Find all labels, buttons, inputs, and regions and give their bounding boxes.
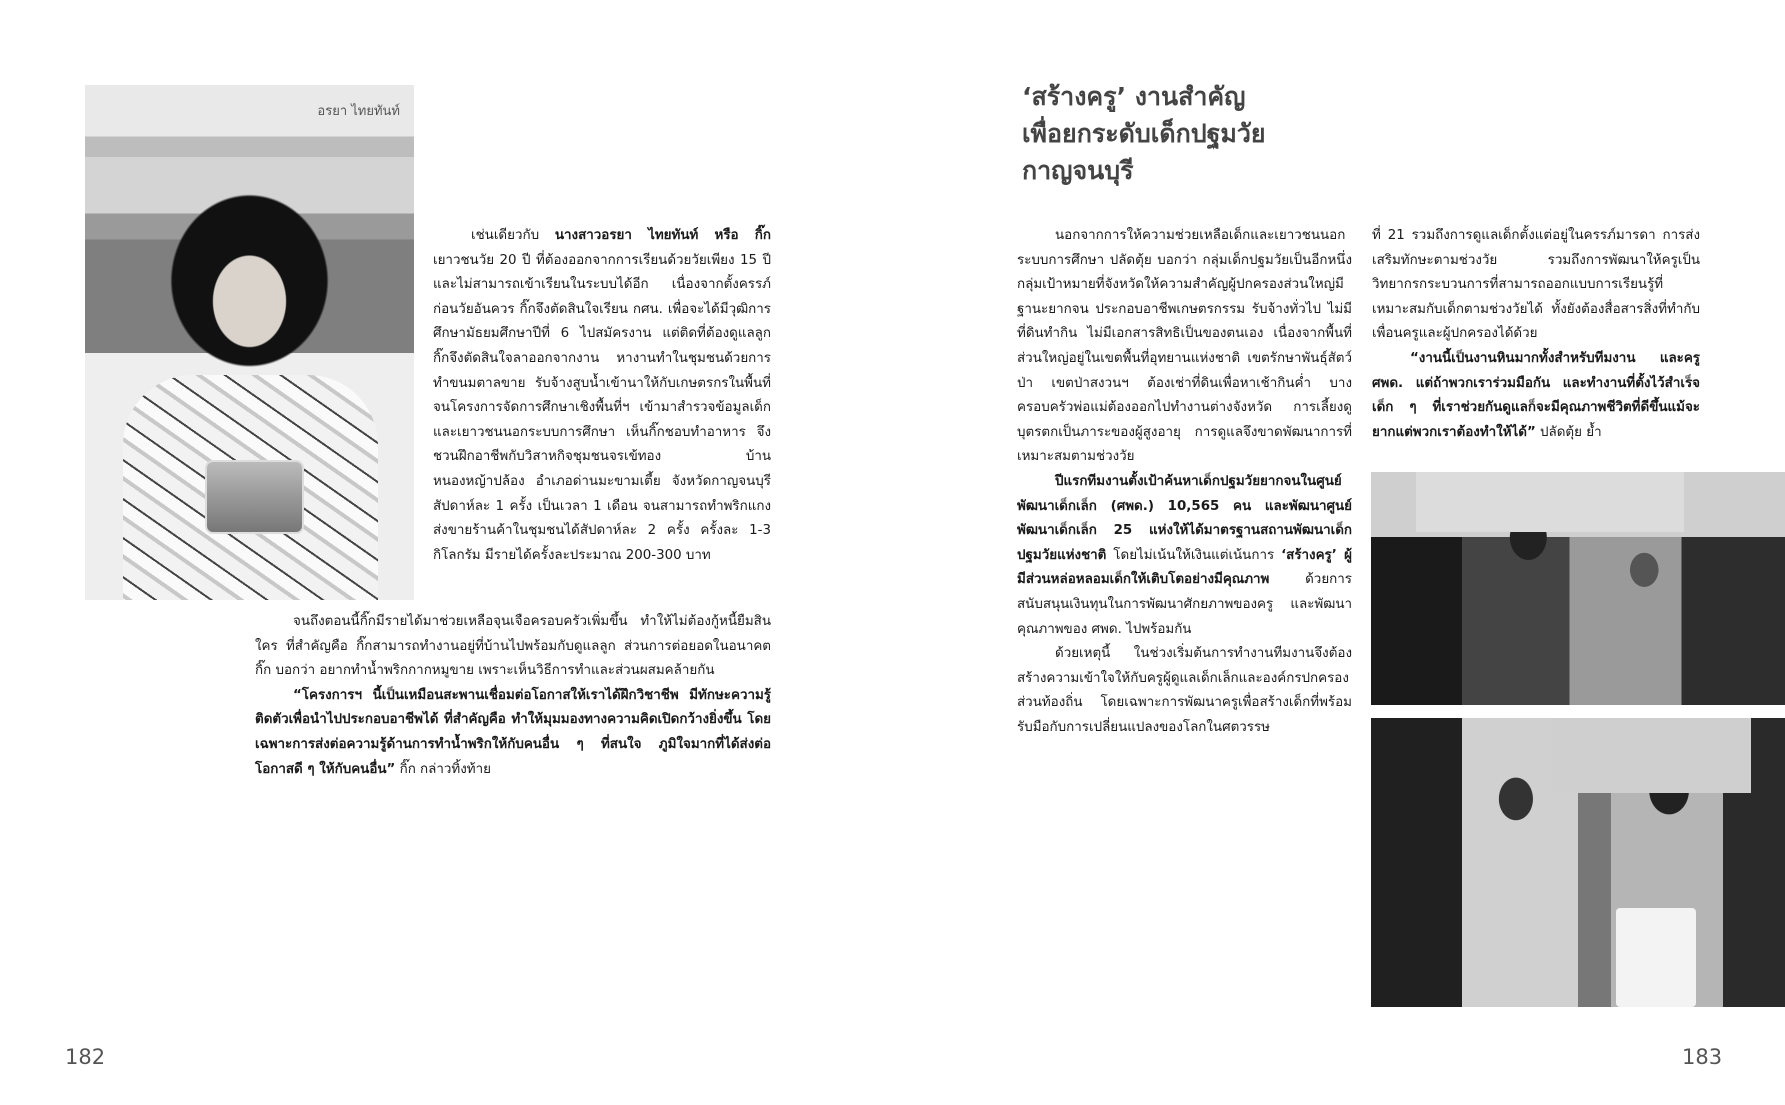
page-number-right: 183 [1682, 1045, 1723, 1069]
photo-gift-bag [1616, 908, 1696, 1007]
intro-text: เช่นเดียวกับ [471, 228, 555, 243]
first-year-text-a: โดยไม่เน้นให้เงินแต่เน้นการ [1106, 547, 1282, 563]
event-photo-2 [1371, 718, 1785, 1007]
quote-paragraph [255, 684, 771, 782]
title-line-1: ‘สร้างครู’ งานสำคัญ [1022, 82, 1246, 111]
paragraph-early-childhood: นอกจากการให้ความช่วยเหลือเด็กและเยาวชนนอกระบบการศึกษา ปลัดตุ้ย บอกว่า กลุ่มเด็กปฐมวัยเป็นอีกหนึ่งกลุ่มเป้าหมายที่จังหวัดให้ความสำคัญผู้ปกครองส่วนใหญ่มีฐานะยากจน ประกอบอาชีพเกษตรกรรม รับจ้างทั่วไป ไม่มีที่ดินทำกิน ไม่มีเอกสารสิทธิเป็นของตนเอง เนื่องจากพื้นที่ส่วนใหญ่อยู่ในเขตพื้นที่อุทยานแห่งชาติ เขตรักษาพันธุ์สัตว์ป่า เขตป่าสงวนฯ ต้องเช่าที่ดินเพื่อหาเช้ากินค่ำ บางครอบครัวพ่อแม่ต้องออกไปทำงานต่างจังหวัด การเลี้ยงดูบุตรตกเป็นภาระของผู้สูงอายุ การดูแลจึงขาดพัฒนาการที่เหมาะสมตามช่วงวัย [1017, 228, 1352, 465]
paragraph-continuation: ที่ 21 รวมถึงการดูแลเด็กตั้งแต่อยู่ในครรภ์มารดา การส่งเสริมทักษะตามช่วงวัย รวมถึงการพัฒนาให้ครูเป็นวิทยากรกระบวนการที่สามารถออกแบบการเรียนรู้ที่เหมาะสมกับเด็กตามช่วงวัยได้ ทั้งยังต้องสื่อสารสิ่งที่ทำกับเพื่อนครูและผู้ปกครองได้ด้วย [1372, 228, 1700, 342]
photo-banner [1416, 472, 1684, 532]
quote-paragraph-right [1372, 347, 1700, 445]
section-title [1022, 78, 1266, 189]
first-year-text-b: ด้วยการสนับสนุนเงินทุนในการพัฒนาศักยภาพของครู และพัฒนาคุณภาพของ ศพด. ไปพร้อมกัน [1017, 572, 1352, 637]
title-line-2: เพื่อยกระดับเด็กปฐมวัย [1022, 119, 1266, 148]
paragraph-first-year [1017, 470, 1352, 642]
first-year-bold: ปีแรกทีมงานตั้งเป้าค้นหาเด็กปฐมวัยยากจนในศูนย์พัฒนาเด็กเล็ก (ศพด.) 10,565 คน และพัฒนาศูนย์พัฒนาเด็กเล็ก 25 แห่งให้ได้มาตรฐานสถานพัฒนาเด็กปฐมวัยแห่งชาติ [1017, 473, 1352, 563]
photo-food-container [205, 460, 304, 534]
quote-attribution-right: ปลัดตุ้ย ย้ำ [1535, 424, 1602, 440]
quote-text: “โครงการฯ นี้เป็นเหมือนสะพานเชื่อมต่อโอกาสให้เราได้ฝึกวิชาชีพ มีทักษะความรู้ติดตัวเพื่อนำไปประกอบอาชีพได้ ที่สำคัญคือ ทำให้มุมมองทางความคิดเปิดกว้างยิ่งขึ้น โดยเฉพาะการส่งต่อความรู้ด้านการทำน้ำพริกให้กับคนอื่น ๆ ที่สนใจ ภูมิใจมากที่ได้ส่งต่อโอกาสดี ๆ ให้กับคนอื่น” [255, 687, 771, 777]
paragraph-income: จนถึงตอนนี้กิ๊กมีรายได้มาช่วยเหลือจุนเจือครอบครัวเพิ่มขึ้น ทำให้ไม่ต้องกู้หนี้ยืมสินใคร ที่สำคัญคือ กิ๊กสามารถทำงานอยู่ที่บ้านไปพร้อมกับดูแลลูก ส่วนการต่อยอดในอนาคต กิ๊ก บอกว่า อยากทำน้ำพริกกากหมูขาย เพราะเห็นวิธีการทำและส่วนผสมคล้ายกัน [255, 614, 771, 679]
portrait-photo [85, 85, 414, 600]
intro-name: นางสาวอรยา ไทยทันท์ หรือ กิ๊ก [554, 228, 772, 243]
intro-body: เยาวชนวัย 20 ปี ที่ต้องออกจากการเรียนด้วยวัยเพียง 15 ปี และไม่สามารถเข้าเรียนในระบบได้อีก เนื่องจากตั้งครรภ์ก่อนวัยอันควร กิ๊กจึงตัดสินใจเรียน กศน. เพื่อจะได้มีวุฒิการศึกษามัธยมศึกษาปีที่ 6 ไปสมัครงาน แต่ติดที่ต้องดูแลลูก กิ๊กจึงตัดสินใจลาออกจากงาน หางานทำในชุมชนด้วยการทำขนมตาลขาย รับจ้างสูบน้ำเข้านาให้กับเกษตรกรในพื้นที่ จนโครงการจัดการศึกษาเชิงพื้นที่ฯ เข้ามาสำรวจข้อมูลเด็กและเยาวชนนอกระบบการศึกษา เห็นกิ๊กชอบทำอาหาร จึงชวนฝึกอาชีพกับวิสาหกิจชุมชนจรเข้ทอง บ้านหนองหญ้าปล้อง อำเภอด่านมะขามเตี้ย จังหวัดกาญจนบุรี สัปดาห์ละ 1 ครั้ง เป็นเวลา 1 เดือน จนสามารถทำพริกแกงส่งขายร้านค้าในชุมชนได้สัปดาห์ละ 2 ครั้ง ครั้งละ 1-3 กิโลกรัม มีรายได้ครั้งละประมาณ 200-300 บาท [433, 252, 771, 563]
right-column-b [1372, 224, 1700, 445]
right-column-a [1017, 224, 1352, 740]
left-column-paragraph [433, 224, 771, 568]
photo-banner [1551, 718, 1751, 793]
title-line-3: กาญจนบุรี [1022, 156, 1134, 185]
page-number-left: 182 [65, 1045, 106, 1069]
first-year-bold-b: ‘สร้างครู’ ผู้มีส่วนหล่อหลอมเด็กให้เติบโตอย่างมีคุณภาพ [1017, 547, 1352, 588]
paragraph-teacher-dev: ด้วยเหตุนี้ ในช่วงเริ่มต้นการทำงานทีมงานจึงต้องสร้างความเข้าใจให้กับครูผู้ดูแลเด็กเล็กและองค์กรปกครองส่วนท้องถิ่น โดยเฉพาะการพัฒนาครูเพื่อสร้างเด็กที่พร้อมรับมือกับการเปลี่ยนแปลงของโลกในศตวรรษ [1017, 646, 1352, 735]
left-full-text [255, 610, 771, 782]
quote-attribution: กิ๊ก กล่าวทิ้งท้าย [395, 761, 491, 777]
event-photo-1 [1371, 472, 1785, 705]
photo-caption: อรยา ไทยทันท์ [317, 104, 400, 119]
quote-text-right: “งานนี้เป็นงานหินมากทั้งสำหรับทีมงาน และครู ศพด. แต่ถ้าพวกเราร่วมมือกัน และทำงานที่ตั้งไว้สำเร็จ เด็ก ๆ ที่เราช่วยกันดูแลก็จะมีคุณภาพชีวิตที่ดีขึ้นแม้จะยากแต่พวกเราต้องทำให้ได้” [1372, 350, 1700, 440]
